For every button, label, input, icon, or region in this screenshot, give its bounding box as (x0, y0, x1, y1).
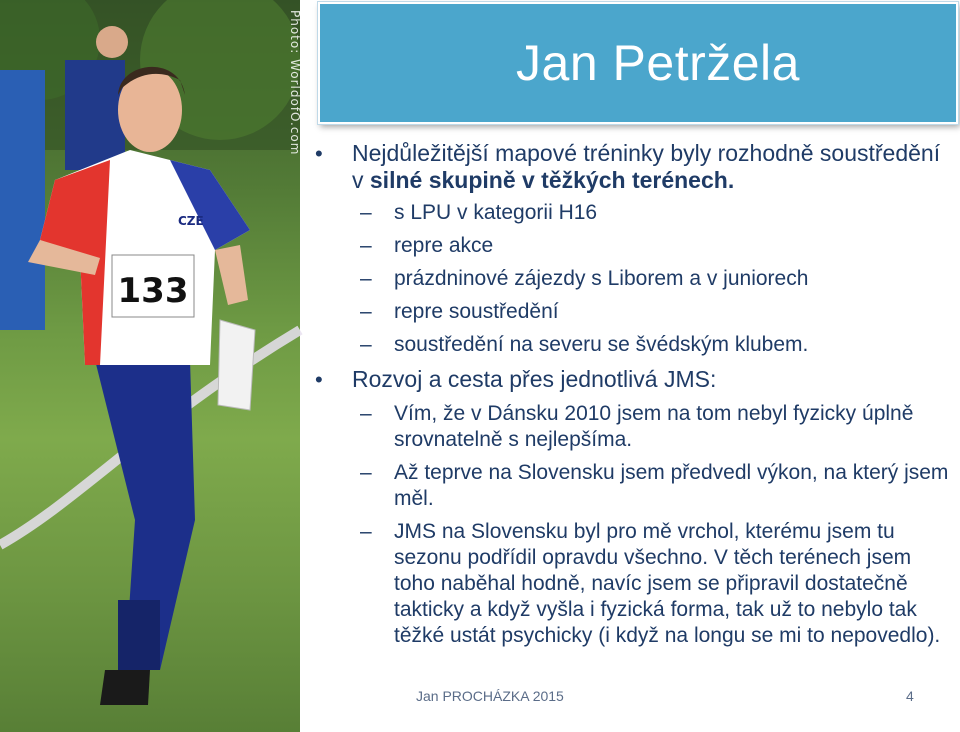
runner-photo (0, 0, 300, 732)
slide-title: Jan Petržela (516, 35, 800, 91)
runner-illustration (0, 0, 300, 732)
bullet-1-sub-1: – s LPU v kategorii H16 (360, 201, 598, 224)
bullet-1-text: Nejdůležitější mapové tréninky byly rozhodně soustředění v (352, 140, 941, 193)
slide-content (312, 140, 952, 649)
bullet-2-text: Rozvoj a cesta přes jednotlivá JMS: (352, 366, 717, 392)
sub-item-text: repre akce (394, 234, 494, 257)
slide-number: 4 (906, 688, 914, 704)
sub-item-text: Vím, že v Dánsku 2010 jsem na tom nebyl fyzicky úplně srovnatelně s nejlepšíma. (394, 402, 914, 451)
bib-number: 133 (117, 271, 189, 311)
bullet-1-sub-2: – repre akce (360, 234, 494, 257)
photo-credit-watermark: Photo: WorldofO.com (288, 10, 302, 156)
bullet-2 (312, 366, 952, 393)
sub-item-text: soustředění na severu se švédským klubem. (394, 333, 809, 356)
bullet-1-bold-text: silné skupině v těžkých terénech. (369, 167, 735, 193)
bullet-1-sub-5: – soustředění na severu se švédským klubem. (360, 333, 809, 356)
sub-item-text: Až teprve na Slovensku jsem předvedl výkon, na který jsem měl. (394, 461, 949, 510)
bullet-1-sub-3: – prázdninové zájezdy s Liborem a v juniorech (360, 267, 809, 290)
footer-author: Jan PROCHÁZKA 2015 (416, 688, 564, 704)
shirt-label: CZE (178, 214, 204, 228)
sub-item-text: prázdninové zájezdy s Liborem a v juniorech (394, 267, 809, 290)
bullet-1-sub-4: – repre soustředění (360, 300, 559, 323)
sub-item-text: s LPU v kategorii H16 (394, 201, 598, 224)
sub-item-text: repre soustředění (394, 300, 559, 323)
bullet-1 (312, 140, 952, 194)
title-box (318, 2, 958, 124)
bullet-2-sub-2: – Až teprve na Slovensku jsem předvedl výkon, na který jsem měl. (360, 461, 949, 510)
bullet-2-sub-3: – JMS na Slovensku byl pro mě vrchol, kterému jsem tu sezonu podřídil opravdu všechno. V těch terénech jsem toho naběhal hodně, navíc jsem se připravil dostatečně takticky a když vyšla i fyzická forma, tak už to nebylo tak těžké ustát psychicky (i když na longu se mi to nepovedlo). (360, 520, 941, 647)
bullet-2-sub-1: – Vím, že v Dánsku 2010 jsem na tom nebyl fyzicky úplně srovnatelně s nejlepšíma. (360, 402, 914, 451)
sub-item-text: JMS na Slovensku byl pro mě vrchol, kterému jsem tu sezonu podřídil opravdu všechno. V těch terénech jsem toho naběhal hodně, navíc jsem se připravil dostatečně takticky a když vyšla i fyzická forma, tak už to nebylo tak těžké ustát psychicky (i když na longu se mi to nepovedlo). (394, 520, 941, 647)
